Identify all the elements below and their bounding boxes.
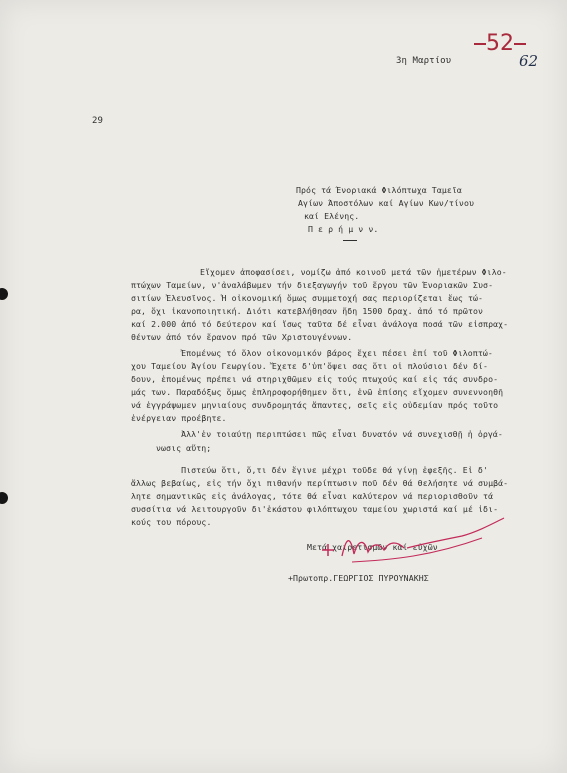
body-line: λητε σημαντικῶς εἰς ἀνάλογας, τότε θά εἶναι καλύτερον νά περιορισθοῦν τά bbox=[131, 491, 494, 501]
body-line: θέντων ἀπό τόν ἔρανον πρό τῶν Χριστουγέννων. bbox=[131, 332, 353, 342]
body-line: σιτίων Ἐλευσῖνος. Ἡ οἰκονομική ὅμως συμμετοχή σας περιορίζεται ἕως τώ- bbox=[131, 293, 484, 303]
body-line: δουν, ἐπομένως πρέπει νά στηριχθῶμεν εἰς τούς πτωχούς καί εἰς τάς συνδρο- bbox=[131, 374, 499, 384]
body-line: κούς του πόρους. bbox=[131, 517, 212, 527]
body-line: νά ἐγγράψωμεν μηνιαίους συνδρομητάς ἅπαντες, σεῖς εἰς οὐδεμίαν πρός τοῦτο bbox=[131, 400, 499, 410]
signature bbox=[312, 516, 512, 570]
body-line: χου Ταμείου Ἁγίου Γεωργίου. Ἔχετε δ'ὑπ'ὄψει σας ὅτι οἱ πλούσιοι δέν δί- bbox=[131, 361, 489, 371]
recipient-line: Αγίων Άποστόλων καί Αγίων Κων/τίνου bbox=[298, 198, 475, 208]
body-line: ρα, ὄχι ἱκανοποιητική. Διότι κατεβλήθησαν ἤδη 1500 δραχ. ἀπό τό πρῶτον bbox=[131, 306, 484, 316]
page-number: 52 bbox=[446, 6, 526, 81]
body-line: Ἐπομένως τό ὅλον οἰκονομικόν βάρος ἔχει πέσει ἐπί τοῦ Φιλοπτώ- bbox=[166, 348, 493, 358]
date-text: 3η Μαρτίου bbox=[396, 56, 452, 66]
body-line: συσσίτια νά λειτουργοῦν δι'ἑκάστου φιλόπτωχου ταμείου χωριστά καί μέ ἰδι- bbox=[131, 504, 499, 514]
punch-hole-bottom bbox=[0, 492, 8, 504]
body-line: Πιστεύω ὅτι, ὅ,τι δέν ἔγινε μέχρι τοῦδε θά γίνῃ ἐφεξῆς. Εἰ δ' bbox=[166, 465, 488, 475]
body-line: ἐνέργειαν προέβητε. bbox=[131, 413, 227, 423]
margin-number: 29 bbox=[92, 116, 104, 126]
body-line: Ἀλλ'ἐν τοιαύτῃ περιπτώσει πῶς εἶναι δυνατόν νά συνεχισθῇ ἡ ὀργά- bbox=[166, 429, 503, 439]
body-line: πτώχων Ταμείων, ν'ἀναλάβωμεν τήν διεξαγωγήν τοῦ ἔργου τῶν Ένοριακῶν Συσ- bbox=[131, 280, 494, 290]
body-line: καί 2.000 ἀπό τό δεύτερον καί ἴσως ταῦτα δέ εἶναι ἀνάλογα ποσά τῶν εἰσπραχ- bbox=[131, 319, 509, 329]
body-line: νωσις αὕτη; bbox=[156, 443, 212, 453]
punch-hole-top bbox=[0, 288, 8, 300]
body-line: Εἴχομεν ἀποφασίσει, νομίζω ἀπό κοινοῦ μετά τῶν ἡμετέρων Φιλο- bbox=[200, 267, 507, 277]
body-line: ἄλλως βεβαίως, εἰς τήν ὄχι πιθανήν περίπτωσιν ποῦ δέν θά θελήσητε νά συμβά- bbox=[131, 478, 509, 488]
year-text: 62 bbox=[519, 52, 539, 70]
recipient-line: καί Ελένης. bbox=[304, 211, 360, 221]
recipient-line: Π ε ρ ή μ ν ν. bbox=[308, 224, 379, 234]
separator-dash bbox=[343, 240, 357, 241]
recipient-line: Πρός τά Ένοριακά Φιλόπτωχα Ταμεῖα bbox=[296, 185, 462, 195]
closing-greeting: Μετά χαιρετισμῶν καί εὐχῶν bbox=[307, 542, 438, 552]
signatory-name: +Πρωτοπρ.ΓΕΩΡΓΙΟΣ ΠΥΡΟΥΝΑΚΗΣ bbox=[288, 573, 429, 583]
body-line: μάς των. Παραδόξως ὅμως ἐπληροφορήθημεν ὅτι, ἐνῶ ἐπίσης εἴχομεν συνεννοηθῆ bbox=[131, 387, 504, 397]
